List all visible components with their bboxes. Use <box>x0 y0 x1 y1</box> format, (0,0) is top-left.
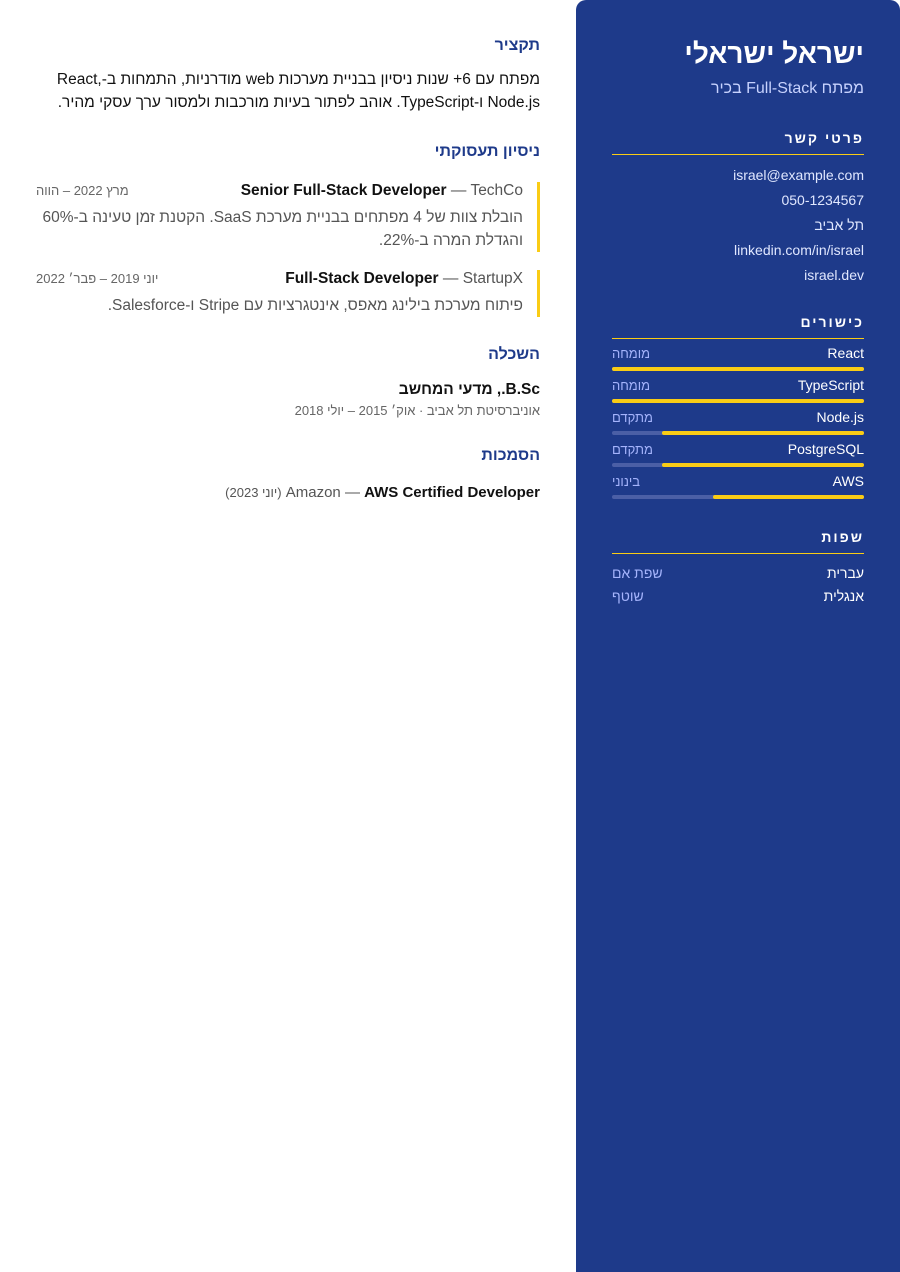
skills-heading: כישורים <box>612 314 864 339</box>
language-item <box>612 562 864 585</box>
job-dates: מרץ 2022 – הווה <box>36 183 129 198</box>
skill-name: React <box>827 345 864 361</box>
experience-item <box>36 270 540 317</box>
contact-location: תל אביב <box>814 217 864 233</box>
language-name: עברית <box>826 565 864 581</box>
skill-bar-fill <box>612 367 864 371</box>
skill-item <box>612 409 864 435</box>
skill-name: PostgreSQL <box>787 441 864 457</box>
cert-name: AWS Certified Developer <box>364 484 540 501</box>
job-dates: יוני 2019 – פבר׳ 2022 <box>36 271 159 286</box>
cert-date: (יוני 2023) <box>225 485 282 500</box>
cert-separator: — <box>344 484 360 501</box>
skill-name: TypeScript <box>797 377 864 393</box>
skill-level: מומחה <box>612 346 651 361</box>
job-role: Full-Stack Developer <box>285 270 439 287</box>
skill-item <box>612 377 864 403</box>
sidebar <box>576 0 900 1272</box>
language-item <box>612 585 864 608</box>
job-description: הובלת צוות של 4 מפתחים בבניית מערכת SaaS. הקטנת זמן טעינה ב-60% והגדלת המרה ב-22%. <box>42 209 523 249</box>
contact-website[interactable]: israel.dev <box>804 267 864 283</box>
skill-bar <box>612 367 864 371</box>
certification-item <box>36 484 540 501</box>
title-separator: — <box>442 270 459 287</box>
skill-level: מומחה <box>612 378 651 393</box>
contact-section <box>612 130 864 288</box>
skill-bar-fill <box>713 495 864 499</box>
skill-level: מתקדם <box>612 410 653 425</box>
skill-bar <box>612 463 864 467</box>
contact-heading: פרטי קשר <box>612 130 864 155</box>
company-name: TechCo <box>470 182 523 199</box>
company-name: StartupX <box>462 270 523 287</box>
person-title: מפתח Full-Stack בכיר <box>710 80 864 97</box>
contact-list <box>612 163 864 288</box>
skill-level: מתקדם <box>612 442 653 457</box>
summary-heading: תקציר <box>494 37 540 54</box>
certifications-heading: הסמכות <box>481 447 540 464</box>
title-separator: — <box>450 182 467 199</box>
job-role: Senior Full-Stack Developer <box>240 182 447 199</box>
languages-heading: שפות <box>612 529 864 554</box>
skill-item <box>612 441 864 467</box>
certifications-section <box>36 446 540 501</box>
experience-item <box>36 182 540 252</box>
skill-bar-fill <box>612 399 864 403</box>
language-level: שפת אם <box>612 565 663 581</box>
experience-section <box>36 142 540 317</box>
education-meta: אוניברסיטת תל אביב · אוק׳ 2015 – יולי 2018 <box>294 403 540 418</box>
skills-section <box>612 314 864 499</box>
languages-list <box>612 562 864 608</box>
skill-bar <box>612 431 864 435</box>
skill-name: AWS <box>832 473 864 489</box>
education-section <box>36 345 540 418</box>
language-level: שוטף <box>612 588 644 604</box>
languages-section <box>612 529 864 608</box>
skill-bar-fill <box>662 463 864 467</box>
skill-bar <box>612 399 864 403</box>
education-degree: B.Sc., מדעי המחשב <box>398 381 540 398</box>
language-name: אנגלית <box>823 588 864 604</box>
main-content <box>36 0 540 1272</box>
skill-bar <box>612 495 864 499</box>
person-name: ישראל ישראלי <box>684 38 864 69</box>
summary-text: מפתח עם 6+ שנות ניסיון בבניית מערכות web מודרניות, התמחות ב-React, Node.js ו-TypeScript. אוהב לפתור בעיות מורכבות ולמסור ערך עסקי מהיר. <box>56 71 540 111</box>
contact-linkedin[interactable]: linkedin.com/in/israel <box>734 242 864 258</box>
job-description: פיתוח מערכת בילינג מאפס, אינטגרציות עם Stripe ו-Salesforce. <box>107 297 523 314</box>
skill-bar-fill <box>662 431 864 435</box>
experience-heading: ניסיון תעסוקתי <box>434 143 540 160</box>
experience-title <box>241 182 523 200</box>
skills-list <box>612 345 864 499</box>
education-heading: השכלה <box>488 346 540 363</box>
experience-title <box>285 270 523 288</box>
skill-item <box>612 345 864 371</box>
contact-email[interactable]: israel@example.com <box>733 167 864 183</box>
skill-name: Node.js <box>816 409 864 425</box>
cert-issuer: Amazon <box>285 484 341 501</box>
contact-phone[interactable]: 050-1234567 <box>781 192 864 208</box>
summary-section <box>36 36 540 114</box>
skill-level: בינוני <box>612 474 641 489</box>
skill-item <box>612 473 864 499</box>
